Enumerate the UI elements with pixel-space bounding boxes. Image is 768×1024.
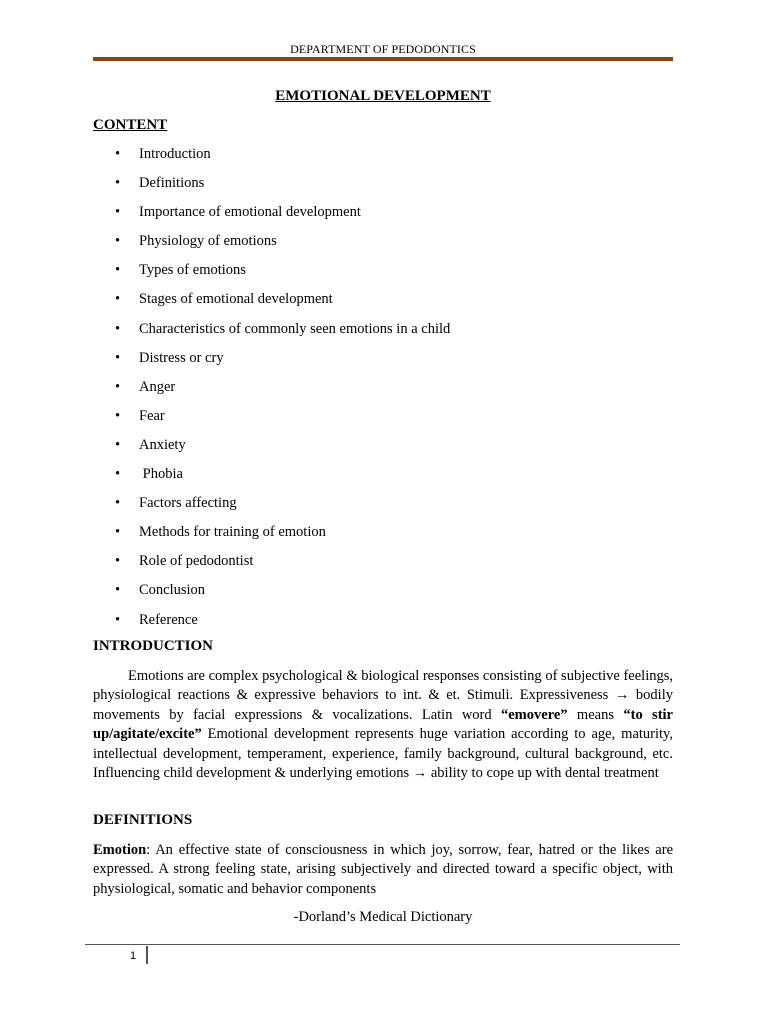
definition-text: : An effective state of consciousness in which joy, sorrow, fear, hatred or the likes are expressed. A strong feeling state, arising subjectively and directed toward a specific object, with physiological, somatic and behavior components — [93, 842, 673, 897]
bullet: • — [115, 495, 121, 512]
bullet: • — [115, 175, 121, 192]
page-number: 1 — [130, 950, 137, 962]
definition-paragraph — [93, 841, 673, 899]
list-item-label: Fear — [139, 407, 165, 424]
list-item-label: Introduction — [139, 146, 211, 162]
introduction-term-meaning: “to stir up/agitate/excite” — [93, 706, 673, 743]
bullet: • — [115, 466, 121, 483]
list-item-label: Types of emotions — [139, 262, 246, 279]
list-item-label: Reference — [139, 611, 198, 628]
introduction-text-3: Emotional development represents huge variation according to age, maturity, intellectual development, temperament, experience, family background, cultural background, etc. Influencing child development & underlying emotions → ability to cope up with dental treatment — [93, 726, 673, 782]
bullet: • — [115, 146, 121, 162]
running-header: DEPARTMENT OF PEDODONTICS — [290, 42, 476, 56]
introduction-paragraph — [93, 667, 673, 783]
list-item-label: Importance of emotional development — [139, 204, 361, 221]
list-item-label: Anxiety — [139, 436, 186, 453]
bullet: • — [115, 204, 121, 221]
list-item-label: Phobia — [139, 466, 183, 483]
bullet: • — [115, 553, 121, 570]
bullet: • — [115, 233, 121, 250]
bullet: • — [115, 407, 121, 424]
list-item-label: Role of pedodontist — [139, 553, 254, 570]
definitions-heading: DEFINITIONS — [93, 812, 193, 828]
introduction-text-1: Emotions are complex psychological & biological responses consisting of subjective feelings, physiological reactions & expressive behaviors to int. & et. Stimuli. Expressiveness → bodily movements by facial expressions & vocalizations. Latin word — [93, 668, 673, 723]
citation: -Dorland’s Medical Dictionary — [293, 909, 473, 925]
list-item-label: Anger — [139, 378, 176, 395]
content-heading: CONTENT — [93, 117, 168, 133]
bullet: • — [115, 378, 121, 395]
footer-rule — [85, 944, 680, 945]
bullet: • — [115, 436, 121, 453]
bullet: • — [115, 524, 121, 541]
bullet: • — [115, 320, 121, 337]
list-item-label: Stages of emotional development — [139, 291, 333, 308]
list-item-label: Distress or cry — [139, 349, 224, 366]
bullet: • — [115, 262, 121, 279]
list-item-label: Methods for training of emotion — [139, 524, 326, 541]
header-rule — [93, 57, 673, 61]
document-title: EMOTIONAL DEVELOPMENT — [275, 88, 491, 104]
introduction-heading: INTRODUCTION — [93, 638, 214, 654]
bullet: • — [115, 349, 121, 366]
definition-term: Emotion — [93, 842, 147, 858]
bullet: • — [115, 611, 121, 628]
list-item-label: Factors affecting — [139, 495, 237, 512]
list-item-label: Conclusion — [139, 582, 206, 599]
introduction-term-emovere: “emovere” — [501, 706, 568, 723]
bullet: • — [115, 582, 121, 599]
bullet: • — [115, 291, 121, 308]
list-item-label: Physiology of emotions — [139, 233, 277, 250]
list-item-label: Characteristics of commonly seen emotions in a child — [139, 320, 451, 337]
introduction-text-2: means — [567, 706, 624, 723]
page-number-divider — [146, 946, 148, 964]
list-item-label: Definitions — [139, 175, 205, 192]
